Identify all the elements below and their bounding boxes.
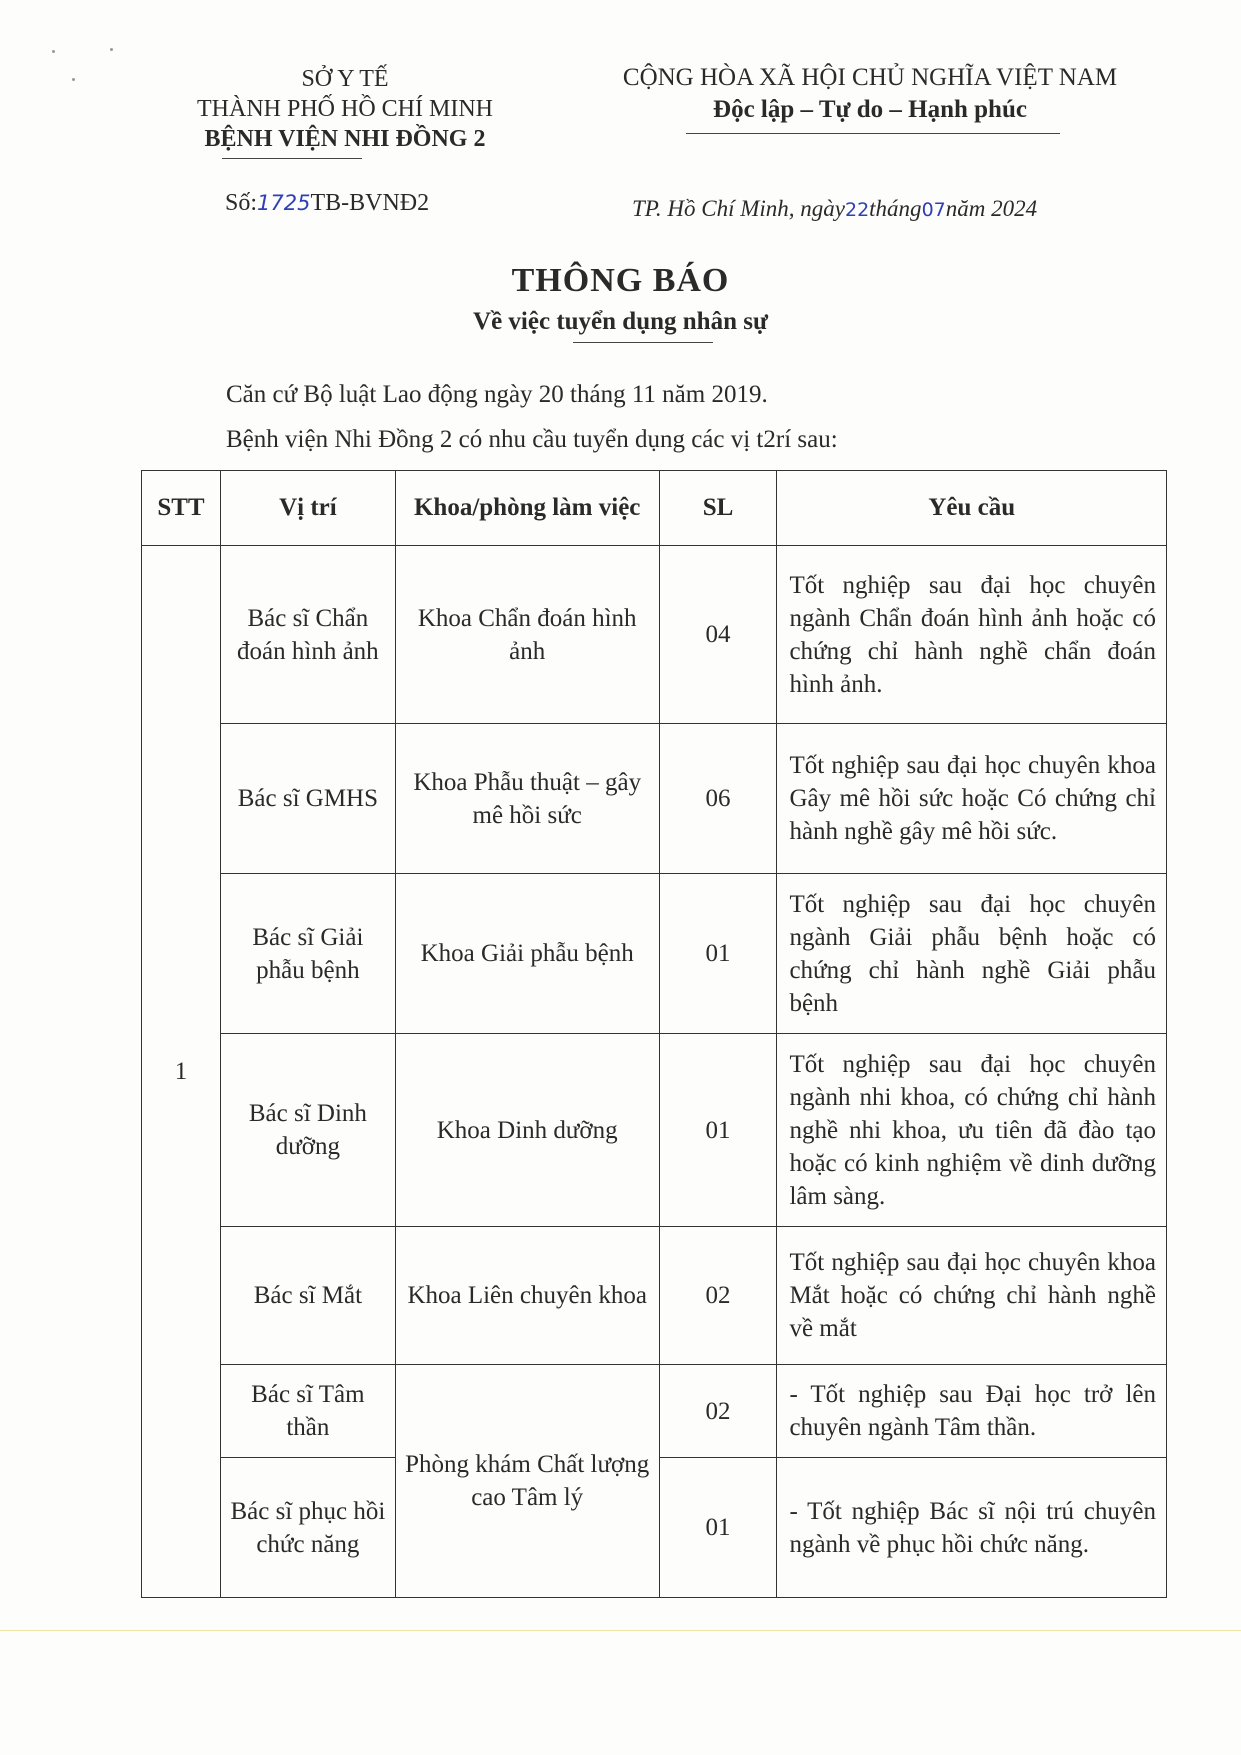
page-footer-line xyxy=(0,1630,1241,1631)
requirement-cell: Tốt nghiệp sau đại học chuyên khoa Gây mê hồi sức hoặc Có chứng chỉ hành nghề gây mê hồi sức. xyxy=(777,724,1167,874)
recruitment-table xyxy=(141,470,1167,1598)
header-requirement: Yêu cầu xyxy=(777,471,1167,546)
requirement-cell: - Tốt nghiệp sau Đại học trở lên chuyên ngành Tâm thần. xyxy=(777,1365,1167,1458)
agency-line-2: THÀNH PHỐ HỒ CHÍ MINH xyxy=(197,96,493,122)
stt-cell: 1 xyxy=(142,546,221,1598)
department-cell-merged: Phòng khám Chất lượng cao Tâm lý xyxy=(395,1365,659,1598)
motto: Độc lập – Tự do – Hạnh phúc xyxy=(713,96,1027,123)
agency-line-1: SỞ Y TẾ xyxy=(301,66,389,92)
national-motto xyxy=(560,62,1180,126)
department-cell: Khoa Chẩn đoán hình ảnh xyxy=(395,546,659,724)
position-cell: Bác sĩ phục hồi chức năng xyxy=(220,1458,395,1598)
quantity-cell: 06 xyxy=(659,724,777,874)
doc-number-prefix: Số: xyxy=(225,190,258,216)
date-part-3: năm 2024 xyxy=(945,196,1038,221)
date-day-handwritten: 22 xyxy=(844,199,870,221)
scan-speck xyxy=(72,78,75,81)
document-subtitle: Về việc tuyển dụng nhân sự xyxy=(473,308,768,335)
agency-underline xyxy=(222,158,362,159)
subtitle-underline xyxy=(573,342,713,343)
scan-speck xyxy=(52,50,55,53)
position-cell: Bác sĩ GMHS xyxy=(220,724,395,874)
requirement-cell: Tốt nghiệp sau đại học chuyên ngành Giải phẫu bệnh hoặc có chứng chỉ hành nghề Giải phẫu bệnh xyxy=(777,874,1167,1034)
table-row xyxy=(142,546,1167,724)
motto-underline xyxy=(686,133,1060,134)
requirement-cell: Tốt nghiệp sau đại học chuyên khoa Mắt hoặc có chứng chỉ hành nghề về mắt xyxy=(777,1227,1167,1365)
agency-line-3: BỆNH VIỆN NHI ĐỒNG 2 xyxy=(204,126,486,152)
position-cell: Bác sĩ Chẩn đoán hình ảnh xyxy=(220,546,395,724)
table-row xyxy=(142,1227,1167,1365)
requirement-cell: Tốt nghiệp sau đại học chuyên ngành Chẩn đoán hình ảnh hoặc có chứng chỉ hành nghề chẩn đoán hình ảnh. xyxy=(777,546,1167,724)
date-month-handwritten: 07 xyxy=(921,199,946,221)
quantity-cell: 02 xyxy=(659,1227,777,1365)
department-cell: Khoa Liên chuyên khoa xyxy=(395,1227,659,1365)
quantity-cell: 01 xyxy=(659,1458,777,1598)
table-row xyxy=(142,1034,1167,1227)
table-row xyxy=(142,874,1167,1034)
position-cell: Bác sĩ Dinh dưỡng xyxy=(220,1034,395,1227)
document-number xyxy=(225,190,429,217)
scan-speck xyxy=(110,48,113,51)
table-row xyxy=(142,724,1167,874)
department-cell: Khoa Giải phẫu bệnh xyxy=(395,874,659,1034)
header-stt: STT xyxy=(142,471,221,546)
intro-paragraph: Bệnh viện Nhi Đồng 2 có nhu cầu tuyển dụng các vị t2rí sau: xyxy=(226,426,838,453)
date-part-2: tháng xyxy=(869,196,922,221)
header-position: Vị trí xyxy=(220,471,395,546)
position-cell: Bác sĩ Mắt xyxy=(220,1227,395,1365)
header-quantity: SL xyxy=(659,471,777,546)
position-cell: Bác sĩ Giải phẫu bệnh xyxy=(220,874,395,1034)
doc-number-handwritten: 1725 xyxy=(257,191,311,215)
date-line xyxy=(632,196,1037,222)
department-cell: Khoa Dinh dưỡng xyxy=(395,1034,659,1227)
quantity-cell: 01 xyxy=(659,874,777,1034)
table-row xyxy=(142,1365,1167,1458)
quantity-cell: 04 xyxy=(659,546,777,724)
quantity-cell: 02 xyxy=(659,1365,777,1458)
position-cell: Bác sĩ Tâm thần xyxy=(220,1365,395,1458)
document-title: THÔNG BÁO xyxy=(511,262,730,299)
doc-number-suffix: TB-BVNĐ2 xyxy=(310,190,430,216)
requirement-cell: - Tốt nghiệp Bác sĩ nội trú chuyên ngành về phục hồi chức năng. xyxy=(777,1458,1167,1598)
header-department: Khoa/phòng làm việc xyxy=(395,471,659,546)
quantity-cell: 01 xyxy=(659,1034,777,1227)
requirement-cell: Tốt nghiệp sau đại học chuyên ngành nhi khoa, có chứng chỉ hành nghề nhi khoa, ưu tiên đã đào tạo hoặc có kinh nghiệm về dinh dưỡng lâm sàng. xyxy=(777,1034,1167,1227)
country-name: CỘNG HÒA XÃ HỘI CHỦ NGHĨA VIỆT NAM xyxy=(622,64,1118,91)
legal-basis-paragraph: Căn cứ Bộ luật Lao động ngày 20 tháng 11 năm 2019. xyxy=(226,381,768,408)
date-part-1: TP. Hồ Chí Minh, ngày xyxy=(632,196,845,221)
table-header-row xyxy=(142,471,1167,546)
department-cell: Khoa Phẫu thuật – gây mê hồi sức xyxy=(395,724,659,874)
issuing-agency xyxy=(140,64,550,154)
